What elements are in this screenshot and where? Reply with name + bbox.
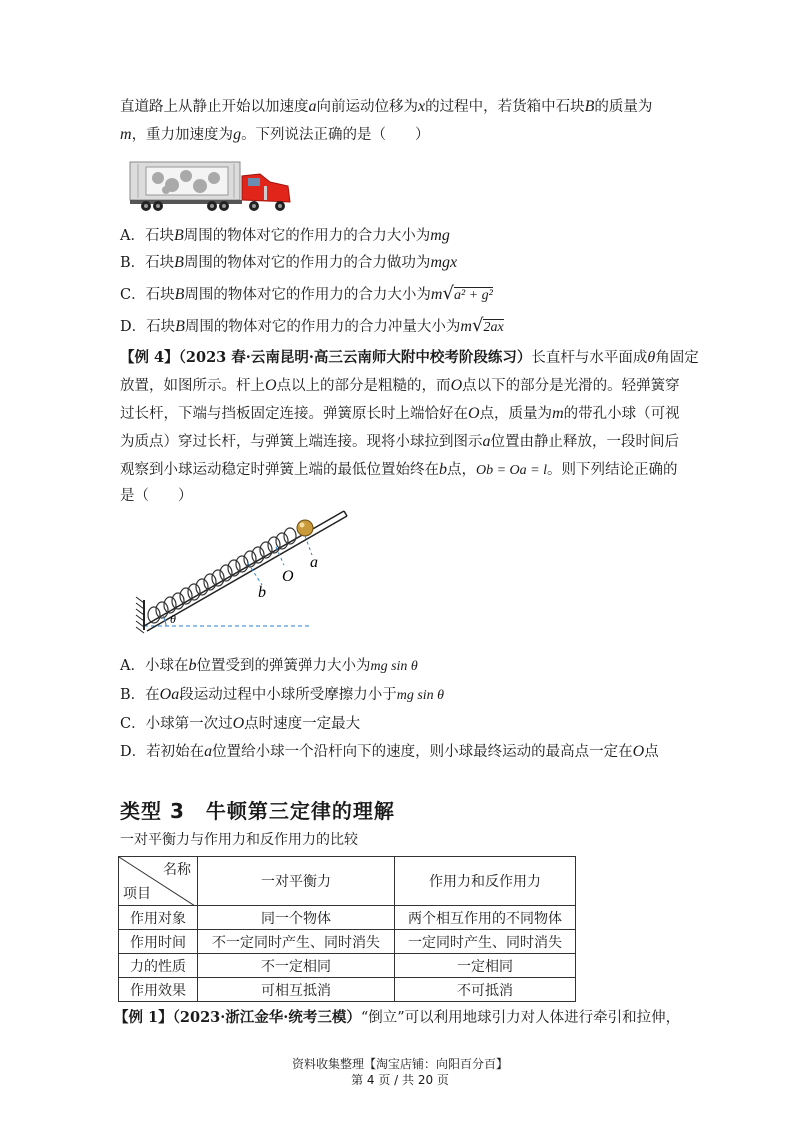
- table-row: [119, 954, 576, 978]
- var-B: B: [173, 227, 184, 244]
- text: 为质点）穿过长杆，与弹簧上端连接。现将小球拉到图示: [120, 434, 483, 450]
- example4-line-3: [120, 404, 680, 424]
- table-cell: 作用效果: [119, 978, 198, 1002]
- option-text: 点: [644, 744, 659, 760]
- label-O: O: [282, 568, 294, 585]
- var-theta: θ: [647, 349, 656, 366]
- var-m: m: [120, 126, 132, 143]
- ex4-option-c[interactable]: [120, 714, 360, 734]
- table-cell: 不可抵消: [394, 978, 575, 1002]
- option-c[interactable]: [120, 284, 493, 306]
- var-O: O: [265, 377, 277, 394]
- expr: mg sin θ: [396, 688, 445, 703]
- text: 角固定: [655, 350, 699, 366]
- example4-line-2: [120, 376, 680, 396]
- var-x: x: [418, 98, 426, 115]
- incline-spring-figure: [118, 505, 358, 640]
- page-number: 第 4 页 / 共 20 页: [351, 1073, 449, 1087]
- var-B: B: [174, 254, 184, 271]
- table-cell: 作用时间: [119, 930, 198, 954]
- corner-bottom-label: 项目: [123, 886, 151, 902]
- text: 。下列说法正确的是（ ）: [241, 127, 430, 143]
- text: 放置，如图所示。杆上: [120, 378, 265, 394]
- table-row: [119, 906, 576, 930]
- table-corner-cell: [119, 857, 198, 906]
- option-d[interactable]: [120, 316, 504, 338]
- table-row: [119, 978, 576, 1002]
- expr-m: m: [430, 286, 443, 303]
- ex4-option-a[interactable]: [120, 656, 418, 677]
- option-text: 位置给小球一个沿杆向下的速度，则小球最终运动的最高点一定在: [212, 744, 633, 760]
- example-tag: 【例 1】: [114, 1009, 173, 1026]
- text: 的带孔小球（可视: [563, 406, 680, 422]
- text: 点以上的部分是粗糙的，而: [276, 378, 451, 394]
- text: 点，: [447, 462, 476, 478]
- var-a: a: [482, 433, 491, 450]
- option-b[interactable]: [120, 253, 457, 273]
- radicand: a² + g²: [453, 288, 493, 303]
- text: 向前运动位移为: [316, 99, 418, 115]
- expr: mg sin θ: [370, 659, 418, 674]
- question-text-line-1: [120, 97, 652, 117]
- text: 点，质量为: [479, 406, 553, 422]
- example-source: （2023·浙江金华·统考三模）: [172, 1009, 361, 1026]
- corner-top-label: 名称: [163, 862, 191, 878]
- text: 的过程中，若货箱中石块: [425, 99, 585, 115]
- text: 直道路上从静止开始以加速度: [120, 99, 309, 115]
- example4-line-6: [120, 486, 193, 506]
- option-text: 位置受到的弹簧弹力大小为: [196, 658, 371, 674]
- var-O: O: [468, 405, 480, 422]
- text: 是（ ）: [120, 488, 193, 504]
- section-heading: 类型 3 牛顿第三定律的理解: [120, 799, 395, 823]
- text: 点以下的部分是光滑的。轻弹簧穿: [462, 378, 680, 394]
- footer-source: 资料收集整理【淘宝店铺：向阳百分百】: [291, 1057, 508, 1071]
- text: 位置由静止释放，一段时间后: [490, 434, 679, 450]
- var-O: O: [450, 377, 463, 394]
- text: 长直杆与水平面成: [531, 350, 648, 366]
- text: ，重力加速度为: [131, 127, 234, 143]
- option-text: D．若初始在: [120, 744, 205, 760]
- example-tag: 【例 4】: [120, 349, 179, 366]
- var-B: B: [584, 98, 595, 115]
- section-intro: 一对平衡力与作用力和反作用力的比较: [120, 832, 358, 848]
- option-label: A．石块: [120, 228, 174, 244]
- var: b: [188, 657, 197, 674]
- ex4-option-d[interactable]: [120, 742, 659, 762]
- var: Oa: [159, 686, 180, 703]
- sqrt-symbol: √: [442, 283, 454, 304]
- label-theta: θ: [170, 612, 176, 626]
- text: 观察到小球运动稳定时弹簧上端的最低位置始终在: [120, 462, 439, 478]
- example4-line-4: [120, 432, 679, 452]
- option-label: B．石块: [120, 255, 175, 271]
- option-text: 点时速度一定最大: [244, 716, 361, 732]
- var: O: [232, 715, 245, 732]
- var-g: g: [233, 126, 242, 143]
- table-cell: 力的性质: [119, 954, 198, 978]
- example4-line-5: [120, 460, 678, 481]
- option-text: 周围的物体对它的作用力的合力做功为: [183, 255, 431, 271]
- text: 。则下列结论正确的: [547, 462, 678, 478]
- table-cell: 作用对象: [119, 906, 198, 930]
- option-label: D．石块: [120, 319, 176, 335]
- option-label: C．石块: [120, 287, 175, 303]
- var-B: B: [175, 318, 185, 335]
- var: O: [632, 743, 645, 760]
- option-a[interactable]: [120, 226, 450, 246]
- expr: mgx: [430, 254, 458, 271]
- option-text: 周围的物体对它的作用力的合力大小为: [183, 228, 431, 244]
- example4-line-1: [120, 348, 699, 368]
- table-cell: 两个相互作用的不同物体: [394, 906, 575, 930]
- truck-illustration: [128, 160, 293, 215]
- equation: Ob = Oa = l: [476, 463, 548, 478]
- table-cell: 同一个物体: [198, 906, 395, 930]
- text: 的质量为: [594, 99, 653, 115]
- text: 过长杆，下端与挡板固定连接。弹簧原长时上端恰好在: [120, 406, 468, 422]
- ex4-option-b[interactable]: [120, 685, 444, 706]
- var-B: B: [174, 286, 185, 303]
- question-text-line-2: [120, 125, 430, 145]
- table-row: [119, 930, 576, 954]
- expr: mg: [430, 227, 450, 244]
- label-b: b: [258, 584, 266, 601]
- var-b: b: [439, 461, 447, 478]
- option-text: 段运动过程中小球所受摩擦力小于: [179, 687, 397, 703]
- option-text: 周围的物体对它的作用力的合力大小为: [184, 287, 431, 303]
- example-source: （2023 春·云南昆明·高三云南师大附中校考阶段练习）: [178, 349, 532, 366]
- expr-m: m: [460, 318, 472, 335]
- table-header-col1: 一对平衡力: [198, 857, 395, 906]
- var: a: [204, 743, 213, 760]
- example1-line: [114, 1008, 680, 1028]
- label-a: a: [310, 554, 318, 571]
- option-text: 周围的物体对它的作用力的合力冲量大小为: [184, 319, 461, 335]
- var-a: a: [308, 98, 317, 115]
- table-header-col2: 作用力和反作用力: [394, 857, 575, 906]
- table-cell: 不一定同时产生、同时消失: [198, 930, 395, 954]
- option-text: B．在: [120, 687, 160, 703]
- text: “倒立”可以利用地球引力对人体进行牵引和拉伸，: [360, 1010, 681, 1026]
- table-header-row: [119, 857, 576, 906]
- table-cell: 可相互抵消: [198, 978, 395, 1002]
- option-text: A．小球在: [120, 658, 189, 674]
- comparison-table: [118, 856, 576, 1002]
- radicand: 2ax: [483, 320, 504, 335]
- table-cell: 一定相同: [394, 954, 575, 978]
- table-cell: 不一定相同: [198, 954, 395, 978]
- table-cell: 一定同时产生、同时消失: [394, 930, 575, 954]
- sqrt-symbol: √: [471, 315, 484, 336]
- var-m: m: [552, 405, 564, 422]
- option-text: C．小球第一次过: [120, 716, 233, 732]
